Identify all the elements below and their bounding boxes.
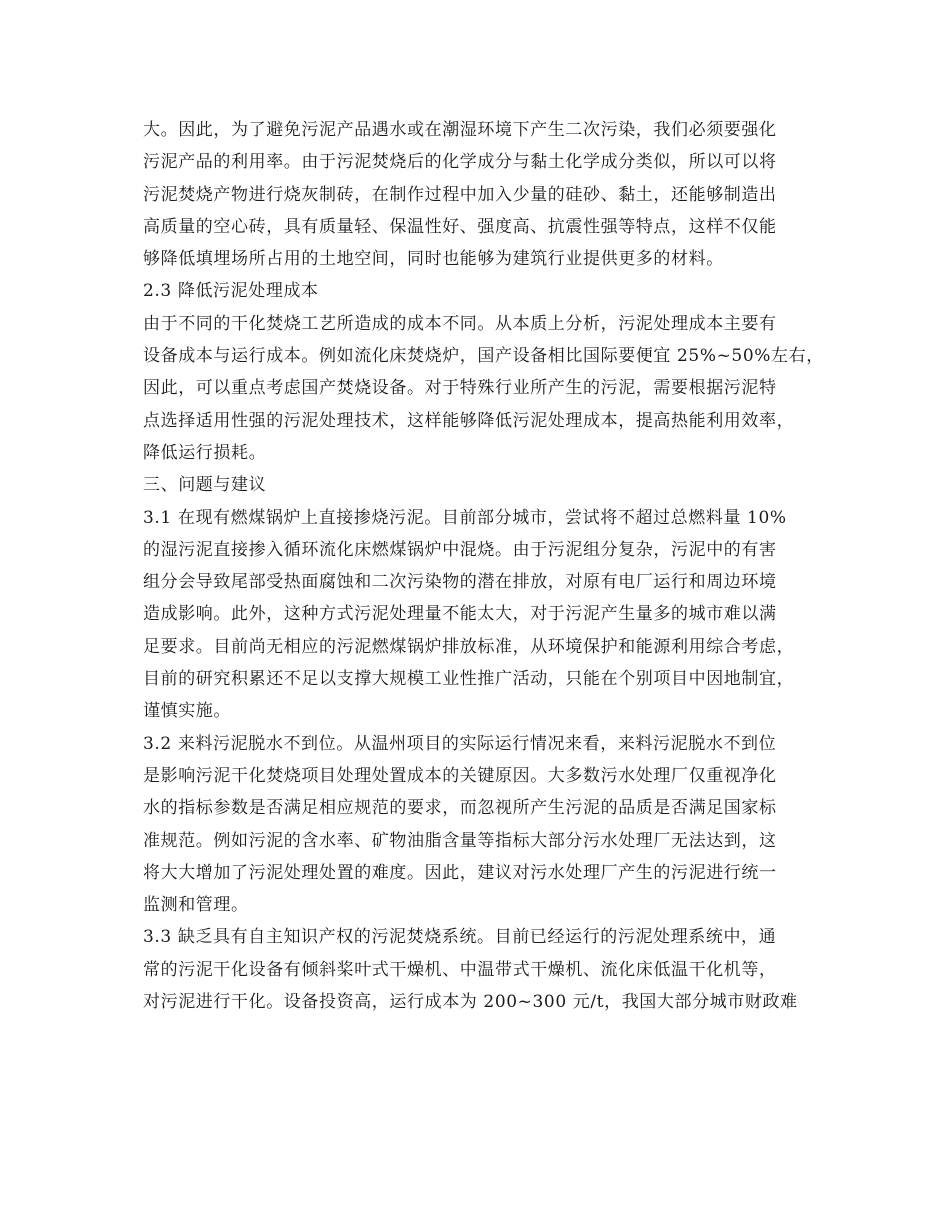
text-line: 水的指标参数是否满足相应规范的要求，而忽视所产生污泥的品质是否满足国家标 [143,798,777,819]
text-line: 组分会导致尾部受热面腐蚀和二次污染物的潜在排放，对原有电厂运行和周边环境 [143,572,777,593]
text-line: 目前的研究积累还不足以支撑大规模工业性推广活动，只能在个别项目中因地制宜， [143,669,795,690]
section-heading: 2.3 降低污泥处理成本 [143,281,319,302]
text-line: 监测和管理。 [143,895,249,916]
text-line: 常的污泥干化设备有倾斜桨叶式干燥机、中温带式干燥机、流化床低温干化机等， [143,959,777,980]
text-line: 谨慎实施。 [143,701,231,722]
section-heading: 三、问题与建议 [143,475,267,496]
text-line: 对污泥进行干化。设备投资高，运行成本为 200~300 元/t，我国大部分城市财政难 [143,992,798,1013]
text-line: 设备成本与运行成本。例如流化床焚烧炉，国产设备相比国际要便宜 25%~50%左右， [143,346,824,367]
text-line: 足要求。目前尚无相应的污泥燃煤锅炉排放标准，从环境保护和能源利用综合考虑， [143,636,795,657]
text-line: 因此，可以重点考虑国产焚烧设备。对于特殊行业所产生的污泥，需要根据污泥特 [143,378,777,399]
text-line: 准规范。例如污泥的含水率、矿物油脂含量等指标大部分污水处理厂无法达到，这 [143,830,777,851]
document-body [143,114,823,1018]
text-line: 高质量的空心砖，具有质量轻、保温性好、强度高、抗震性强等特点，这样不仅能 [143,216,777,237]
text-line: 的湿污泥直接掺入循环流化床燃煤锅炉中混烧。由于污泥组分复杂，污泥中的有害 [143,539,777,560]
text-line: 污泥焚烧产物进行烧灰制砖，在制作过程中加入少量的硅砂、黏土，还能够制造出 [143,184,777,205]
text-line: 3.3 缺乏具有自主知识产权的污泥焚烧系统。目前已经运行的污泥处理系统中，通 [143,927,777,948]
text-line: 是影响污泥干化焚烧项目处理处置成本的关键原因。大多数污水处理厂仅重视净化 [143,765,777,786]
text-line: 3.1 在现有燃煤锅炉上直接掺烧污泥。目前部分城市，尝试将不超过总燃料量 10% [143,507,787,528]
text-line: 造成影响。此外，这种方式污泥处理量不能太大，对于污泥产生量多的城市难以满 [143,604,777,625]
text-line: 点选择适用性强的污泥处理技术，这样能够降低污泥处理成本，提高热能利用效率， [143,410,795,431]
text-line: 够降低填埋场所占用的土地空间，同时也能够为建筑行业提供更多的材料。 [143,249,724,270]
text-line: 污泥产品的利用率。由于污泥焚烧后的化学成分与黏土化学成分类似，所以可以将 [143,152,777,173]
text-line: 降低运行损耗。 [143,442,267,463]
text-line: 3.2 来料污泥脱水不到位。从温州项目的实际运行情况来看，来料污泥脱水不到位 [143,733,777,754]
text-line: 将大大增加了污泥处理处置的难度。因此，建议对污水处理厂产生的污泥进行统一 [143,862,777,883]
text-line: 由于不同的干化焚烧工艺所造成的成本不同。从本质上分析，污泥处理成本主要有 [143,313,777,334]
text-line: 大。因此，为了避免污泥产品遇水或在潮湿环境下产生二次污染，我们必须要强化 [143,120,777,140]
